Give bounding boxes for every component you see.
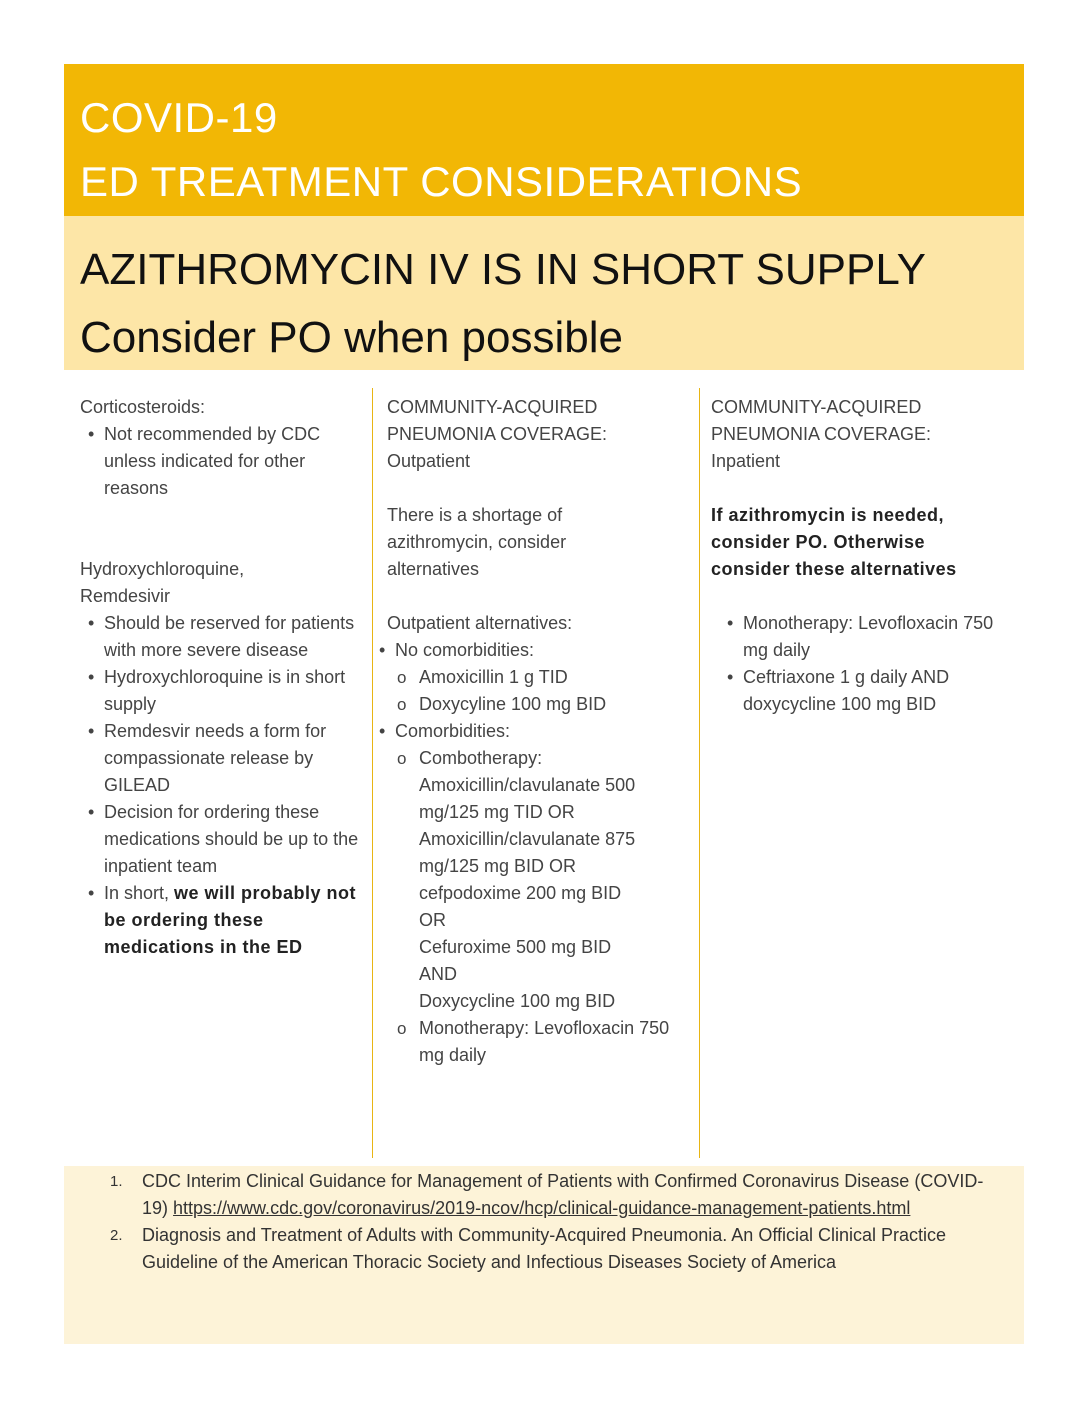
sublist-item: o Monotherapy: Levofloxacin 750 mg daily bbox=[395, 1015, 687, 1069]
combo-line: Amoxicillin/clavulanate 875 mg/125 mg BID OR bbox=[419, 829, 636, 876]
column-corticosteroids bbox=[80, 394, 362, 961]
section-title-hcq: Hydroxychloroquine, bbox=[80, 559, 245, 579]
list-item bbox=[371, 718, 687, 1069]
reference-number: 1. bbox=[110, 1173, 123, 1190]
no-comorbidities-label: No comorbidities: bbox=[395, 640, 535, 660]
banner-line1: AZITHROMYCIN IV IS IN SHORT SUPPLY bbox=[80, 245, 926, 294]
combo-line: Cefuroxime 500 mg BID bbox=[419, 937, 612, 957]
section-title-outpatient: Outpatient bbox=[387, 451, 471, 471]
corticosteroids-list bbox=[80, 421, 362, 502]
reference-text: Diagnosis and Treatment of Adults with Community-Acquired Pneumonia. An Official Clinical Practice Guideline of the American Thoracic Society and Infectious Diseases Society of America bbox=[142, 1225, 947, 1272]
sublist-item bbox=[395, 745, 687, 1015]
reference-list bbox=[64, 1168, 1024, 1276]
list-item: • Ceftriaxone 1 g daily AND doxycycline 100 mg BID bbox=[719, 664, 1001, 718]
section-title-corticosteroids: Corticosteroids: bbox=[80, 397, 206, 417]
section-title-inpatient: Inpatient bbox=[711, 451, 781, 471]
list-item-prefix: In short, bbox=[104, 883, 175, 903]
list-item: • Remdesvir needs a form for compassionate release by GILEAD bbox=[80, 718, 362, 799]
hcq-remdesivir-list bbox=[80, 610, 362, 961]
list-item: • Should be reserved for patients with more severe disease bbox=[80, 610, 362, 664]
list-item: • Monotherapy: Levofloxacin 750 mg daily bbox=[719, 610, 1001, 664]
header-title-line2: ED TREATMENT CONSIDERATIONS bbox=[80, 158, 803, 205]
outpatient-list bbox=[371, 637, 687, 1069]
combo-line: AND bbox=[419, 964, 458, 984]
header bbox=[64, 64, 1024, 216]
inpatient-note: If azithromycin is needed, consider PO. Otherwise consider these alternatives bbox=[711, 505, 957, 579]
section-title-coverage: PNEUMONIA COVERAGE: bbox=[387, 424, 608, 444]
list-item bbox=[371, 637, 687, 718]
references bbox=[64, 1166, 1024, 1344]
shortage-note: There is a shortage of azithromycin, consider alternatives bbox=[387, 505, 567, 579]
section-title-remdesivir: Remdesivir bbox=[80, 586, 171, 606]
banner-line2: Consider PO when possible bbox=[80, 313, 623, 362]
combo-line: cefpodoxime 200 mg BID bbox=[419, 883, 622, 903]
list-item: • Not recommended by CDC unless indicated for other reasons bbox=[80, 421, 362, 502]
inpatient-list bbox=[719, 610, 1001, 718]
comorbidities-label: Comorbidities: bbox=[395, 721, 511, 741]
column-inpatient bbox=[711, 394, 1001, 718]
combo-line: Amoxicillin/clavulanate 500 mg/125 mg TID OR bbox=[419, 775, 636, 822]
reference-item bbox=[64, 1222, 1024, 1276]
column-outpatient bbox=[387, 394, 687, 1069]
reference-text: CDC Interim Clinical Guidance for Management of Patients with Confirmed Coronavirus Disease (COVID-19) bbox=[142, 1171, 984, 1218]
combo-line: OR bbox=[419, 910, 446, 930]
reference-link[interactable]: https://www.cdc.gov/coronavirus/2019-ncov/hcp/clinical-guidance-management-patients.html bbox=[173, 1198, 911, 1218]
list-item-bold-text: we will probably not be ordering these medications in the ED bbox=[104, 883, 357, 957]
sublist-item: o Doxycyline 100 mg BID bbox=[395, 691, 687, 718]
list-item: • Decision for ordering these medications should be up to the inpatient team bbox=[80, 799, 362, 880]
column-divider bbox=[699, 388, 700, 1158]
reference-item bbox=[64, 1168, 1024, 1222]
combo-line: Doxycycline 100 mg BID bbox=[419, 991, 616, 1011]
section-title-coverage: PNEUMONIA COVERAGE: bbox=[711, 424, 932, 444]
comorbidities-sublist bbox=[395, 745, 687, 1069]
section-title-cap: COMMUNITY-ACQUIRED bbox=[711, 397, 922, 417]
list-item bbox=[80, 880, 362, 961]
reference-number: 2. bbox=[110, 1227, 123, 1244]
outpatient-alternatives-title: Outpatient alternatives: bbox=[387, 613, 573, 633]
alert-banner bbox=[64, 216, 1024, 370]
list-item: • Hydroxychloroquine is in short supply bbox=[80, 664, 362, 718]
header-title-line1: COVID-19 bbox=[80, 94, 278, 141]
section-title-cap: COMMUNITY-ACQUIRED bbox=[387, 397, 598, 417]
no-comorbidities-sublist bbox=[395, 664, 687, 718]
combo-line: o Combotherapy: bbox=[419, 748, 543, 768]
sublist-item: o Amoxicillin 1 g TID bbox=[395, 664, 687, 691]
